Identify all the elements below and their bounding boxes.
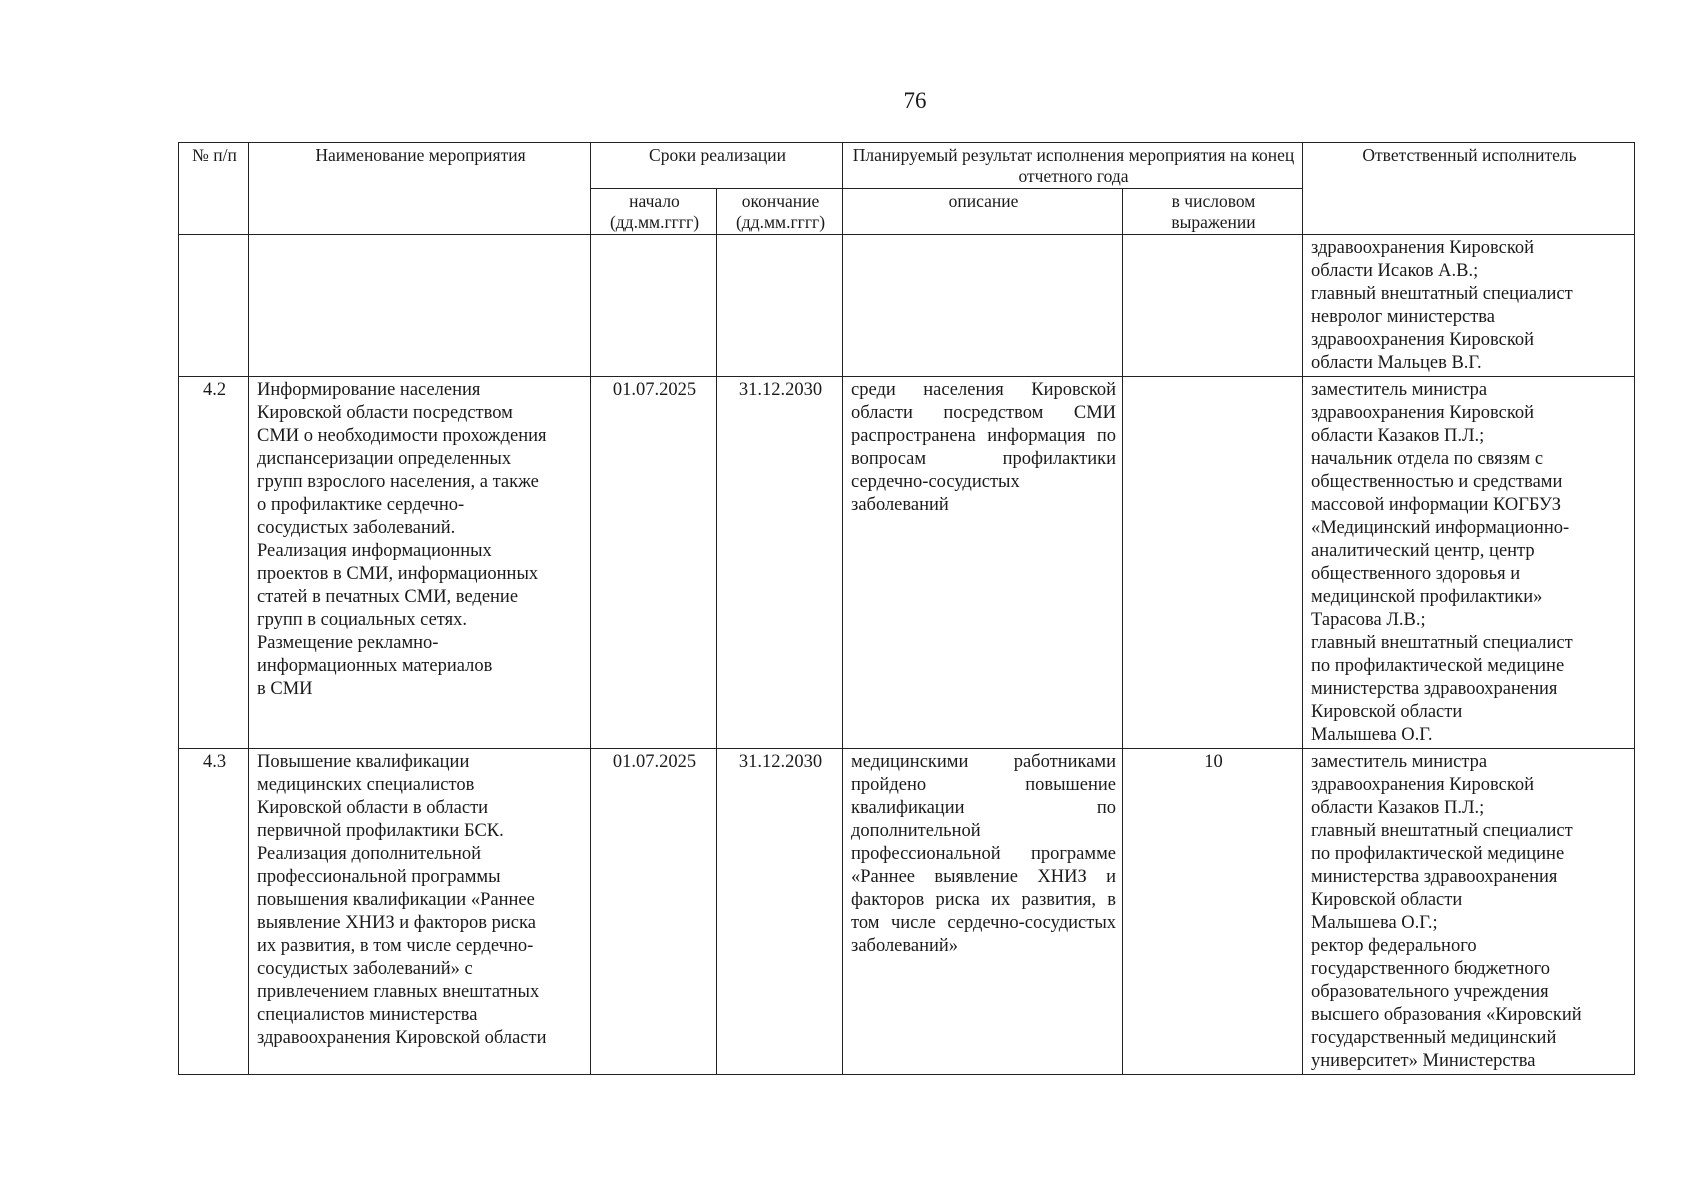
cell-end: 31.12.2030 — [717, 377, 843, 749]
cell-start: 01.07.2025 — [591, 377, 717, 749]
cell-description — [843, 235, 1123, 377]
cell-numeric — [1123, 235, 1303, 377]
header-result: Планируемый результат исполнения мероприятия на конец отчетного года — [843, 143, 1303, 189]
cell-description: медицинскими работниками пройдено повышение квалификации по дополнительной профессиональной программе «Раннее выявление ХНИЗ и факторов риска их развития, в том числе сердечно-сосудистых заболеваний» — [843, 749, 1123, 1075]
cell-description: среди населения Кировской области посредством СМИ распространена информация по вопросам профилактики сердечно-сосудистых заболеваний — [843, 377, 1123, 749]
cell-name: Повышение квалификации медицинских специалистов Кировской области в области первичной профилактики БСК. Реализация дополнительной профессиональной программы повышения квалификации «Раннее выявление ХНИЗ и факторов риска их развития, в том числе сердечно- сосудистых заболеваний» с привлечением главных внештатных специалистов министерства здравоохранения Кировской области — [249, 749, 591, 1075]
cell-num: 4.3 — [179, 749, 249, 1075]
header-description: описание — [843, 189, 1123, 235]
header-numeric: в числовом выражении — [1123, 189, 1303, 235]
table-row — [179, 235, 1635, 377]
cell-numeric: 10 — [1123, 749, 1303, 1075]
cell-start: 01.07.2025 — [591, 749, 717, 1075]
header-responsible: Ответственный исполнитель — [1303, 143, 1635, 235]
table-header — [179, 143, 1635, 235]
header-name: Наименование мероприятия — [249, 143, 591, 235]
cell-responsible: заместитель министра здравоохранения Кировской области Казаков П.Л.; главный внештатный специалист по профилактической медицине министерства здравоохранения Кировской области Малышева О.Г.; ректор федерального государственного бюджетного образовательного учреждения высшего образования «Кировский государственный медицинский университет» Министерства — [1303, 749, 1635, 1075]
cell-num — [179, 235, 249, 377]
page-number: 76 — [903, 88, 927, 113]
header-start: начало (дд.мм.гггг) — [591, 189, 717, 235]
cell-responsible: заместитель министра здравоохранения Кировской области Казаков П.Л.; начальник отдела по связям с общественностью и средствами массовой информации КОГБУЗ «Медицинский информационно- аналитический центр, центр общественного здоровья и медицинской профилактики» Тарасова Л.В.; главный внештатный специалист по профилактической медицине министерства здравоохранения Кировской области Малышева О.Г. — [1303, 377, 1635, 749]
cell-responsible: здравоохранения Кировской области Исаков А.В.; главный внештатный специалист невролог министерства здравоохранения Кировской области Мальцев В.Г. — [1303, 235, 1635, 377]
cell-end — [717, 235, 843, 377]
table-row — [179, 749, 1635, 1075]
cell-start — [591, 235, 717, 377]
events-table — [178, 142, 1635, 1075]
header-end: окончание (дд.мм.гггг) — [717, 189, 843, 235]
cell-numeric — [1123, 377, 1303, 749]
table-row — [179, 377, 1635, 749]
cell-num: 4.2 — [179, 377, 249, 749]
cell-name: Информирование населения Кировской области посредством СМИ о необходимости прохождения диспансеризации определенных групп взрослого населения, а также о профилактике сердечно- сосудистых заболеваний. Реализация информационных проектов в СМИ, информационных статей в печатных СМИ, ведение групп в социальных сетях. Размещение рекламно- информационных материалов в СМИ — [249, 377, 591, 749]
header-period: Сроки реализации — [591, 143, 843, 189]
header-num: № п/п — [179, 143, 249, 235]
cell-end: 31.12.2030 — [717, 749, 843, 1075]
cell-name — [249, 235, 591, 377]
